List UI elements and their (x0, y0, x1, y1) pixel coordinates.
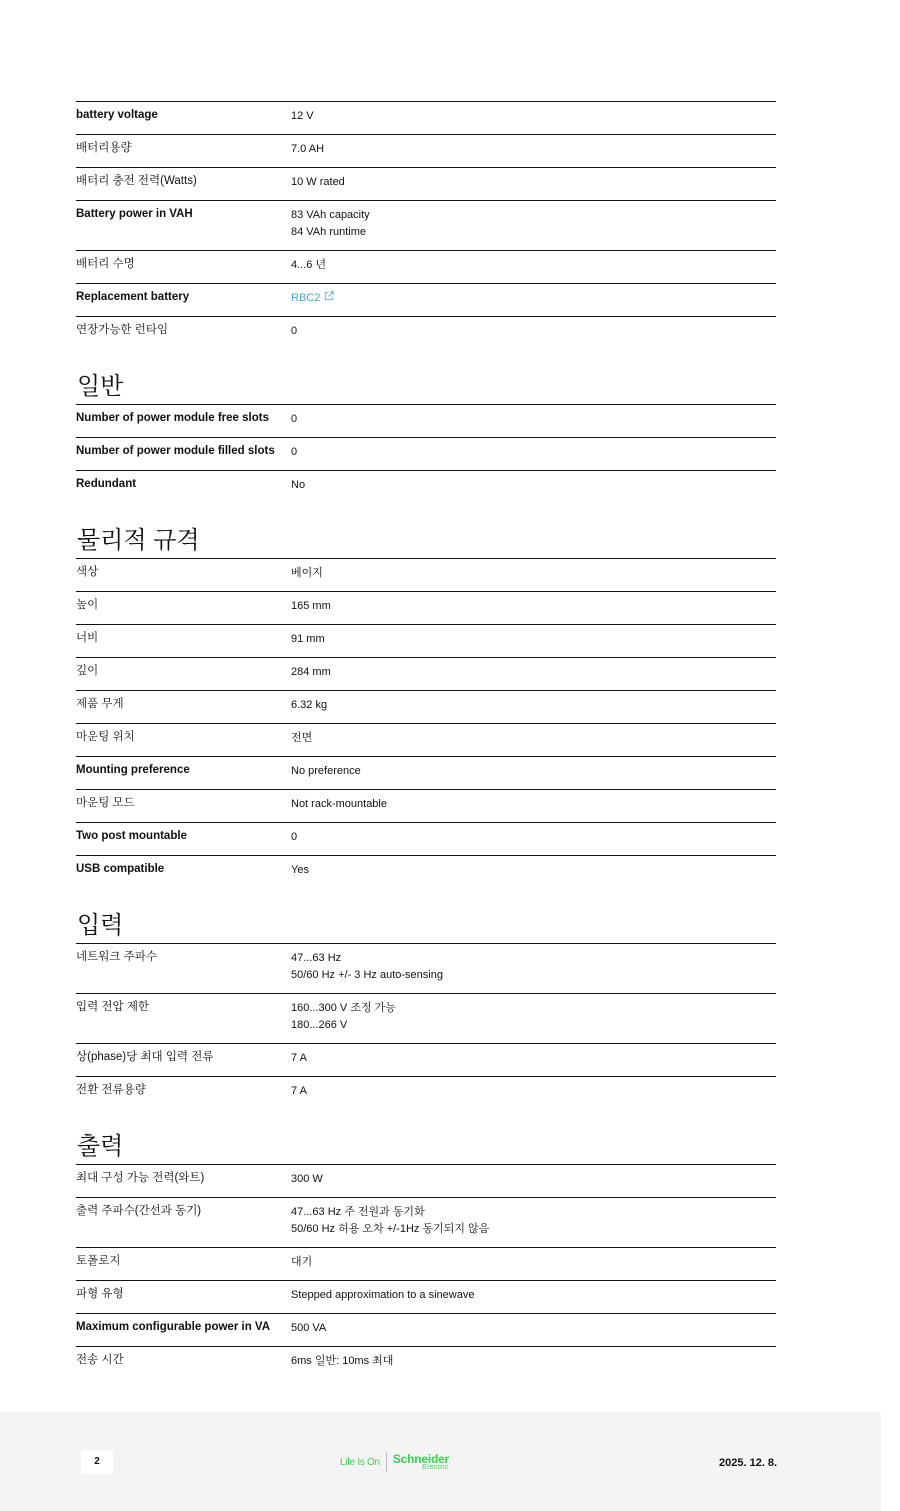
spec-row (76, 855, 776, 888)
spec-value-line: 91 mm (291, 633, 325, 645)
spec-label: 깊이 (76, 665, 99, 677)
page-number: 2 (81, 1450, 113, 1474)
spec-value-line: 6.32 kg (291, 699, 328, 711)
brand-divider (386, 1452, 387, 1472)
spec-label: 파형 유형 (76, 1288, 124, 1300)
spec-label: 네트워크 주파수 (76, 951, 157, 963)
spec-label: battery voltage (76, 109, 158, 121)
spec-value (291, 174, 776, 191)
spec-table (76, 1164, 776, 1379)
spec-row (76, 558, 776, 591)
spec-row (76, 1346, 776, 1379)
spec-value-line: 대기 (291, 1256, 313, 1268)
spec-label: Number of power module filled slots (76, 445, 275, 457)
spec-label: 입력 전압 제한 (76, 1001, 150, 1013)
spec-row (76, 404, 776, 437)
spec-value-line: 6ms 일반: 10ms 최대 (291, 1355, 394, 1367)
spec-row (76, 200, 776, 250)
spec-label: Battery power in VAH (76, 208, 193, 220)
spec-value-line: 47...63 Hz 주 전원과 동기화 (291, 1206, 425, 1218)
spec-value (291, 1000, 776, 1034)
spec-value (291, 1050, 776, 1067)
spec-value-line: 300 W (291, 1173, 323, 1185)
spec-value (291, 444, 776, 461)
spec-value-line: 84 VAh runtime (291, 226, 367, 238)
spec-value (291, 411, 776, 428)
spec-row (76, 1197, 776, 1247)
spec-value-line: 베이지 (291, 567, 323, 579)
spec-value (291, 1287, 776, 1304)
spec-row (76, 993, 776, 1043)
spec-label: 높이 (76, 599, 99, 611)
spec-row (76, 283, 776, 316)
section-title: 물리적 규격 (77, 527, 200, 554)
spec-value-line: 전면 (291, 732, 313, 744)
spec-value-line: 10 W rated (291, 176, 345, 188)
spec-value-line: 4...6 년 (291, 259, 327, 271)
spec-label: 토폴로지 (76, 1255, 121, 1267)
spec-row (76, 1280, 776, 1313)
spec-value (291, 796, 776, 813)
external-link-icon (324, 291, 334, 301)
spec-value (291, 664, 776, 681)
spec-table (76, 558, 776, 888)
spec-value (291, 1320, 776, 1337)
spec-row (76, 1076, 776, 1109)
spec-value-line: 284 mm (291, 666, 331, 678)
spec-value-line: 0 (291, 831, 298, 843)
spec-value-line: 180...266 V (291, 1019, 348, 1031)
spec-value-line: 47...63 Hz (291, 952, 342, 964)
spec-section (76, 527, 776, 888)
spec-row (76, 690, 776, 723)
spec-label: 마운팅 위치 (76, 731, 135, 743)
spec-value (291, 730, 776, 747)
spec-value-line: No preference (291, 765, 361, 777)
spec-label: 연장가능한 런타임 (76, 324, 169, 336)
logo-brand-name: Schneider (392, 1452, 450, 1466)
section-title: 출력 (77, 1133, 124, 1160)
spec-label: 색상 (76, 566, 99, 578)
spec-value (291, 1171, 776, 1188)
spec-value-line: 0 (291, 413, 298, 425)
spec-row (76, 316, 776, 349)
section-title: 일반 (77, 373, 124, 400)
logo-brand-sub: Electric (422, 1464, 450, 1471)
spec-section (76, 101, 776, 349)
spec-value-line: No (291, 479, 306, 491)
spec-label: Two post mountable (76, 830, 187, 842)
spec-section (76, 373, 776, 503)
spec-row (76, 756, 776, 789)
spec-label: 배터리 수명 (76, 258, 135, 270)
spec-row (76, 1247, 776, 1280)
spec-value-line: Stepped approximation to a sinewave (291, 1289, 475, 1301)
spec-label: Number of power module free slots (76, 412, 269, 424)
spec-row (76, 723, 776, 756)
section-title: 입력 (77, 912, 124, 939)
spec-label: 출력 주파수(간선과 동기) (76, 1205, 202, 1217)
spec-row (76, 822, 776, 855)
spec-row (76, 101, 776, 134)
replacement-battery-link[interactable] (291, 292, 334, 304)
spec-value-line: 7.0 AH (291, 143, 325, 155)
spec-value-line: 500 VA (291, 1322, 327, 1334)
spec-row (76, 167, 776, 200)
spec-label: 배터리 충전 전력(Watts) (76, 175, 197, 187)
document-date: 2025. 12. 8. (719, 1457, 778, 1469)
spec-value (291, 697, 776, 714)
spec-label: Maximum configurable power in VA (76, 1321, 271, 1333)
spec-value-line: Yes (291, 864, 309, 876)
spec-value (291, 257, 776, 274)
spec-value (291, 477, 776, 494)
spec-value (291, 950, 776, 984)
spec-value (291, 1083, 776, 1100)
spec-value (291, 108, 776, 125)
brand-logo (340, 1452, 449, 1472)
spec-label: 배터리용량 (76, 142, 132, 154)
spec-value-line: 0 (291, 325, 298, 337)
spec-value-line: 160...300 V 조정 가능 (291, 1002, 396, 1014)
spec-table (76, 943, 776, 1109)
spec-section (76, 912, 776, 1109)
spec-value (291, 141, 776, 158)
spec-row (76, 789, 776, 822)
schneider-logo (393, 1453, 449, 1471)
spec-label: 전환 전류용량 (76, 1084, 146, 1096)
spec-row (76, 1313, 776, 1346)
spec-row (76, 624, 776, 657)
spec-value-line: 7 A (291, 1085, 307, 1097)
spec-value (291, 1254, 776, 1271)
spec-row (76, 134, 776, 167)
spec-label: USB compatible (76, 863, 165, 875)
spec-row (76, 250, 776, 283)
spec-row (76, 1043, 776, 1076)
spec-value (291, 1204, 776, 1238)
spec-value-line: 12 V (291, 110, 314, 122)
spec-value (291, 598, 776, 615)
spec-value-line: Not rack-mountable (291, 798, 387, 810)
spec-label: 최대 구성 가능 전력(와트) (76, 1172, 205, 1184)
spec-table (76, 404, 776, 503)
spec-row (76, 591, 776, 624)
spec-value (291, 290, 776, 307)
page-footer (0, 1412, 881, 1511)
spec-label: 전송 시간 (76, 1354, 124, 1366)
spec-label: Redundant (76, 478, 137, 490)
spec-row (76, 437, 776, 470)
spec-value (291, 631, 776, 648)
spec-row (76, 943, 776, 993)
spec-table (76, 101, 776, 349)
spec-value-line: 7 A (291, 1052, 307, 1064)
spec-section (76, 1133, 776, 1379)
spec-row (76, 470, 776, 503)
spec-value-line: 50/60 Hz +/- 3 Hz auto-sensing (291, 969, 443, 981)
spec-value (291, 207, 776, 241)
link-text: RBC2 (291, 292, 321, 304)
spec-label: 마운팅 모드 (76, 797, 135, 809)
spec-row (76, 1164, 776, 1197)
spec-row (76, 657, 776, 690)
spec-value-line: 50/60 Hz 허용 오차 +/-1Hz 동기되지 않음 (291, 1223, 490, 1235)
spec-value (291, 1353, 776, 1370)
spec-value (291, 323, 776, 340)
spec-value (291, 862, 776, 879)
spec-value (291, 763, 776, 780)
spec-value-line: 83 VAh capacity (291, 209, 370, 221)
spec-label: 상(phase)당 최대 입력 전류 (76, 1051, 214, 1063)
spec-value-line: 0 (291, 446, 298, 458)
spec-label: Mounting preference (76, 764, 190, 776)
spec-label: Replacement battery (76, 291, 190, 303)
spec-label: 제품 무게 (76, 698, 124, 710)
spec-content (76, 101, 776, 1379)
brand-tagline: Life Is On (340, 1456, 380, 1468)
spec-value (291, 829, 776, 846)
spec-value-line: 165 mm (291, 600, 331, 612)
spec-value (291, 565, 776, 582)
spec-label: 너비 (76, 632, 99, 644)
